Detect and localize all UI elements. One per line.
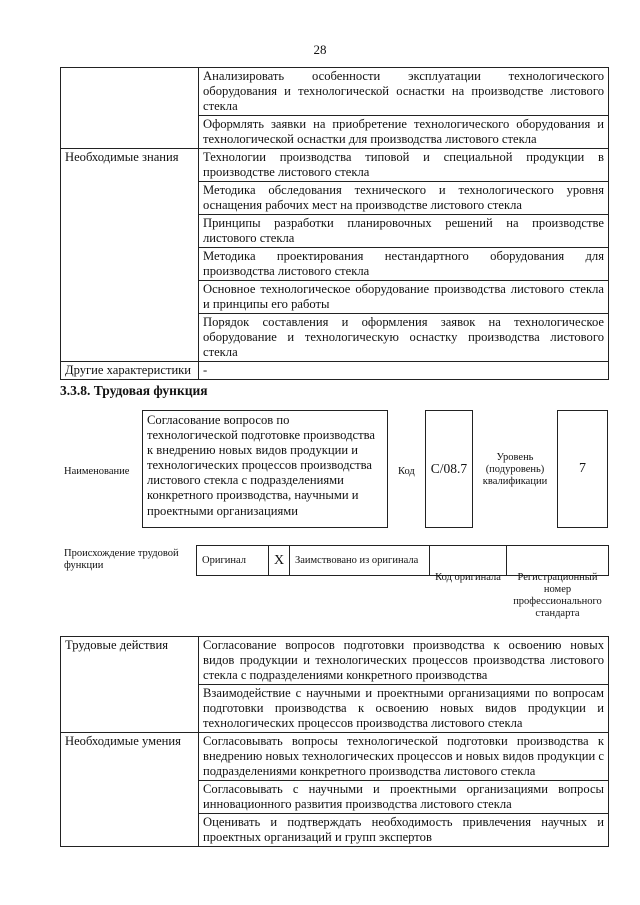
- code-original-label: Код оригинала: [435, 572, 501, 583]
- row-item: Оформлять заявки на приобретение технологического оборудования и технологической оснастки для производства листового стекла: [199, 116, 609, 149]
- row-item: Принципы разработки планировочных решений на производстве листового стекла: [199, 215, 609, 248]
- actions-table: [60, 636, 609, 847]
- origin-label: Происхождение трудовой функции: [64, 548, 179, 571]
- code-label: Код: [398, 466, 415, 477]
- registration-number-label: Регистрационный номер профессионального стандарта: [513, 572, 602, 619]
- requirements-table: [60, 67, 609, 380]
- level-label: Уровень (подуровень) квалификации: [482, 452, 548, 487]
- row-label: Необходимые умения: [61, 733, 199, 847]
- row-item: Согласование вопросов подготовки производства к освоению новых видов продукции и технологических процессов производства листового стекла с подразделениями конкретного производства: [199, 637, 609, 685]
- function-code: C/08.7: [425, 410, 473, 528]
- row-item: Согласовывать вопросы технологической подготовки производства к внедрению новых технологических процессов и новых видов продукции с подразделениями конкретного производства листового стекла: [199, 733, 609, 781]
- row-label: Необходимые знания: [61, 149, 199, 362]
- row-item: Технологии производства типовой и специальной продукции в производстве листового стекла: [199, 149, 609, 182]
- table-row: [61, 733, 609, 781]
- function-name: Согласование вопросов по технологической подготовке производства к внедрению новых видов продукции и технологических процессов производства листового стекла с подразделениями конкретного производства, научными и проектными организациями: [142, 410, 388, 528]
- row-item: Оценивать и подтверждать необходимость привлечения научных и проектных организаций и групп экспертов: [199, 814, 609, 847]
- row-item: Методика обследования технического и технологического уровня оснащения рабочих мест на производстве листового стекла: [199, 182, 609, 215]
- row-label: Другие характеристики: [61, 362, 199, 380]
- table-row: [61, 637, 609, 685]
- origin-reg-cell: [507, 546, 609, 576]
- origin-borrowed: Заимствовано из оригинала: [290, 546, 430, 576]
- row-item: Методика проектирования нестандартного оборудования для производства листового стекла: [199, 248, 609, 281]
- row-label: Трудовые действия: [61, 637, 199, 733]
- row-item: Согласовывать с научными и проектными организациями вопросы инновационного развития производства листового стекла: [199, 781, 609, 814]
- origin-original: Оригинал: [197, 546, 269, 576]
- row-item: Анализировать особенности эксплуатации технологического оборудования и технологической оснастки на производстве листового стекла: [199, 68, 609, 116]
- page-number: 28: [313, 42, 327, 57]
- function-level: 7: [557, 410, 608, 528]
- row-item: Основное технологическое оборудование производства листового стекла и принципы его работы: [199, 281, 609, 314]
- table-row: [61, 149, 609, 182]
- origin-mark: X: [269, 546, 290, 576]
- table-row: [61, 68, 609, 116]
- row-label: [61, 68, 199, 149]
- section-heading: 3.3.8. Трудовая функция: [60, 383, 208, 398]
- row-item: -: [199, 362, 609, 380]
- table-row: [61, 362, 609, 380]
- row-item: Порядок составления и оформления заявок на технологическое оборудование и технологическую оснастку производства листового стекла: [199, 314, 609, 362]
- name-label: Наименование: [64, 466, 130, 477]
- row-item: Взаимодействие с научными и проектными организациями по вопросам подготовки производства к освоению новых видов продукции и технологических процессов производства листового стекла: [199, 685, 609, 733]
- origin-code-cell: [430, 546, 507, 576]
